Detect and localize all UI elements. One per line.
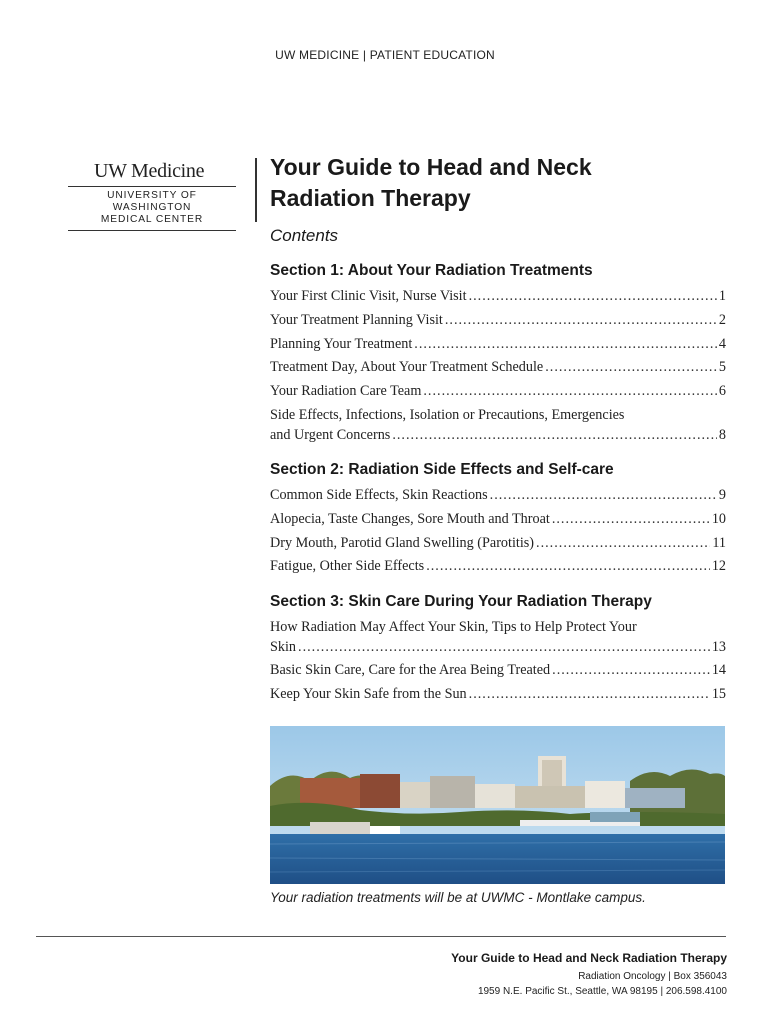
toc-item[interactable] — [270, 311, 726, 331]
toc-item[interactable] — [270, 406, 726, 445]
toc-item[interactable] — [270, 335, 726, 355]
toc-page-number: 5 — [718, 359, 726, 376]
toc-item-title: Skin — [270, 638, 297, 655]
contents-label: Contents — [270, 226, 339, 245]
footer-address: 1959 N.E. Pacific St., Seattle, WA 98195 | 206.598.4100 — [477, 986, 727, 997]
toc-page-number: 11 — [712, 534, 726, 551]
toc-page-number: 1 — [718, 288, 726, 304]
toc-leader — [545, 358, 717, 378]
logo-rule-bottom — [68, 230, 236, 231]
toc-item-title: Fatigue, Other Side Effects — [270, 558, 425, 575]
title-line-1: Your Guide to Head and Neck — [270, 154, 592, 180]
toc-leader — [469, 287, 717, 307]
section-1-heading: Section 1: About Your Radiation Treatments — [270, 262, 593, 279]
toc-item-title: Common Side Effects, Skin Reactions — [270, 487, 488, 504]
toc-item-title: Your First Clinic Visit, Nurse Visit — [270, 288, 467, 304]
uw-medicine-logo — [68, 160, 236, 234]
toc-item[interactable] — [270, 534, 726, 554]
logo-line-1: UNIVERSITY OF WASHINGTON — [107, 190, 197, 213]
footer-department: Radiation Oncology | Box 356043 — [578, 971, 727, 982]
toc-page-number: 13 — [711, 638, 726, 655]
toc-page-number: 10 — [711, 510, 726, 527]
footer-divider — [36, 936, 726, 937]
toc-item[interactable] — [270, 486, 726, 506]
toc-item-title: Dry Mouth, Parotid Gland Swelling (Parotitis) — [270, 534, 535, 551]
document-title — [270, 152, 726, 214]
toc-page-number: 8 — [718, 426, 726, 443]
toc-item[interactable] — [270, 618, 726, 657]
toc-item-title: and Urgent Concerns — [270, 426, 391, 443]
toc-leader — [298, 638, 710, 658]
toc-item-title: Treatment Day, About Your Treatment Schedule — [270, 359, 544, 376]
toc-page-number: 4 — [718, 335, 726, 352]
toc-item[interactable] — [270, 557, 726, 577]
logo-wordmark: UW Medicine — [94, 160, 205, 182]
toc-item[interactable] — [270, 358, 726, 378]
toc-leader — [445, 311, 717, 331]
logo-rule — [68, 186, 236, 187]
footer-title: Your Guide to Head and Neck Radiation Therapy — [451, 951, 727, 965]
logo-line-2: MEDICAL CENTER — [100, 214, 204, 225]
toc-item[interactable] — [270, 287, 726, 307]
toc-page-number: 12 — [711, 558, 726, 575]
toc-item-title: Basic Skin Care, Care for the Area Being Treated — [270, 662, 551, 679]
toc-page-number: 2 — [718, 311, 726, 328]
main-content — [270, 152, 726, 709]
toc-item-title: Your Radiation Care Team — [270, 383, 422, 400]
toc-item-title: Alopecia, Taste Changes, Sore Mouth and Throat — [270, 510, 550, 527]
section-2-heading: Section 2: Radiation Side Effects and Self-care — [270, 461, 614, 479]
toc-item[interactable] — [270, 382, 726, 402]
toc-item-title-line-1: How Radiation May Affect Your Skin, Tips to Help Protect Your — [270, 619, 637, 636]
toc-leader — [490, 486, 717, 506]
page-header: UW MEDICINE | PATIENT EDUCATION — [275, 48, 495, 62]
toc-item[interactable] — [270, 661, 726, 681]
title-line-2: Radiation Therapy — [270, 185, 471, 211]
toc-page-number: 14 — [711, 662, 726, 679]
toc-leader — [423, 382, 717, 402]
toc-leader — [552, 661, 710, 681]
toc-leader — [552, 510, 710, 530]
page-footer — [451, 950, 727, 999]
toc-page-number: 15 — [711, 686, 726, 703]
toc-item-title: Your Treatment Planning Visit — [270, 311, 443, 328]
toc-leader — [469, 685, 710, 705]
toc-item-title-line-1: Side Effects, Infections, Isolation or Precautions, Emergencies — [270, 406, 625, 423]
campus-photo — [270, 726, 725, 884]
section-3-heading: Section 3: Skin Care During Your Radiation Therapy — [270, 593, 652, 611]
toc-item-title: Keep Your Skin Safe from the Sun — [270, 686, 467, 703]
toc-leader — [426, 557, 710, 577]
toc-item-title: Planning Your Treatment — [270, 335, 413, 352]
photo-caption: Your radiation treatments will be at UWMC - Montlake campus. — [270, 890, 646, 905]
toc-item[interactable] — [270, 510, 726, 530]
title-divider-bar — [255, 158, 257, 222]
toc-page-number: 6 — [718, 383, 726, 400]
toc-leader — [392, 426, 717, 446]
toc-leader — [414, 335, 717, 355]
toc-item[interactable] — [270, 685, 726, 705]
toc-leader — [536, 534, 710, 554]
toc-page-number: 9 — [718, 487, 726, 504]
